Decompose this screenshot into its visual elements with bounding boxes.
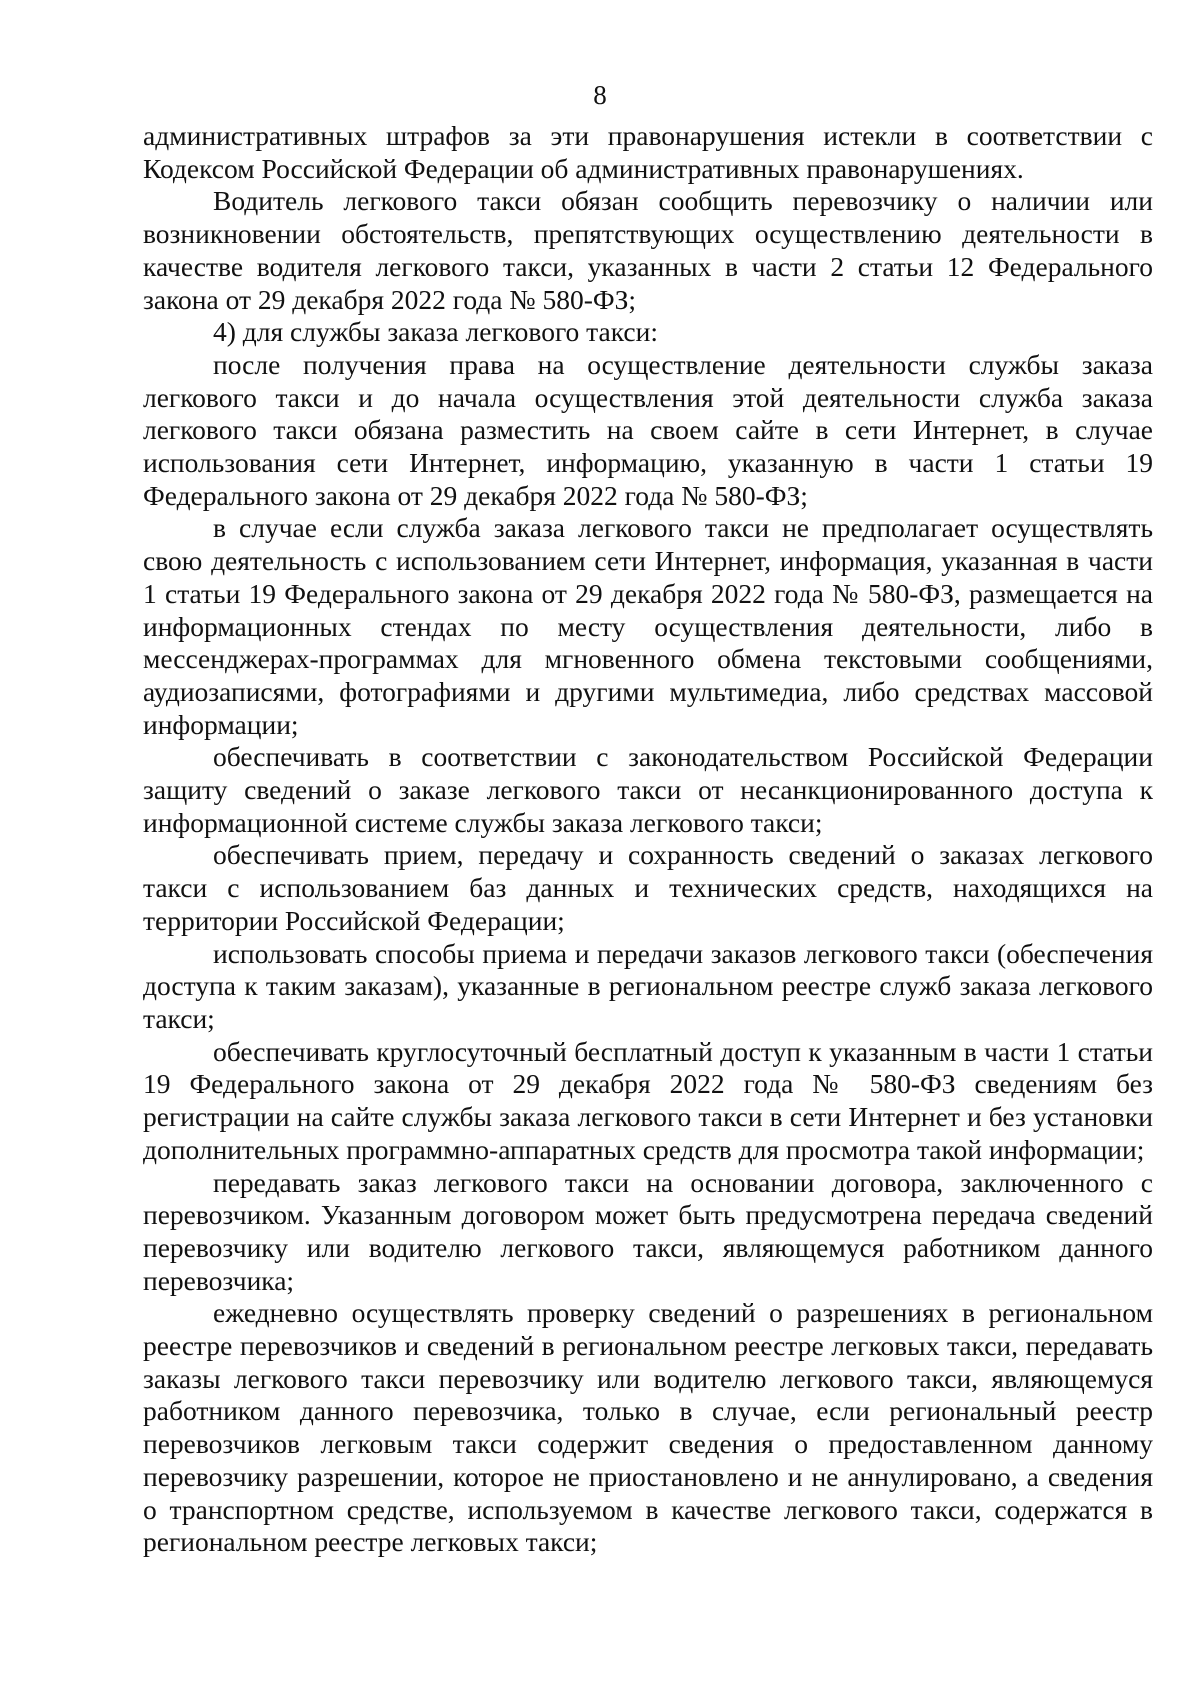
paragraph-no-internet: в случае если служба заказа легкового такси не предполагает осуществлять свою деятельность с использованием сети Интернет, информация, указанная в части 1 статьи 19 Федерального закона от 29 декабря 2022 года № 580-ФЗ, размещается на информационных стендах по месту осуществления деятельности, либо в мессенджерах-программах для мгновенного обмена текстовыми сообщениями, аудиозаписями, фотографиями и другими мультимедиа, либо средствах массовой информации; bbox=[143, 512, 1153, 740]
page-number: 8 bbox=[593, 80, 607, 110]
document-body bbox=[143, 120, 1153, 1559]
paragraph-continuation: административных штрафов за эти правонарушения истекли в соответствии с Кодексом Российской Федерации об административных правонарушениях. bbox=[143, 120, 1153, 184]
paragraph-data-storage: обеспечивать прием, передачу и сохранность сведений о заказах легкового такси с использованием баз данных и технических средств, находящихся на территории Российской Федерации; bbox=[143, 839, 1153, 936]
paragraph-publish-info: после получения права на осуществление деятельности службы заказа легкового такси и до начала осуществления этой деятельности служба заказа легкового такси обязана разместить на своем сайте в сети Интернет, в случае использования сети Интернет, информацию, указанную в части 1 статьи 19 Федерального закона от 29 декабря 2022 года № 580-ФЗ; bbox=[143, 348, 1153, 511]
paragraph-item-4-heading: 4) для службы заказа легкового такси: bbox=[213, 316, 658, 348]
paragraph-data-protection: обеспечивать в соответствии с законодательством Российской Федерации защиту сведений о заказе легкового такси от несанкционированного доступа к информационной системе службы заказа легкового такси; bbox=[143, 741, 1153, 838]
paragraph-free-access: обеспечивать круглосуточный бесплатный доступ к указанным в части 1 статьи 19 Федерального закона от 29 декабря 2022 года № 580-ФЗ сведениям без регистрации на сайте службы заказа легкового такси в сети Интернет и без установки дополнительных программно-аппаратных средств для просмотра такой информации; bbox=[143, 1035, 1153, 1165]
paragraph-order-transfer: передавать заказ легкового такси на основании договора, заключенного с перевозчиком. Указанным договором может быть предусмотрена передача сведений перевозчику или водителю легкового такси, являющемуся работником данного перевозчика; bbox=[143, 1166, 1153, 1296]
paragraph-order-methods: использовать способы приема и передачи заказов легкового такси (обеспечения доступа к таким заказам), указанные в региональном реестре служб заказа легкового такси; bbox=[143, 937, 1153, 1034]
paragraph-driver-obligation: Водитель легкового такси обязан сообщить перевозчику о наличии или возникновении обстоятельств, препятствующих осуществлению деятельности в качестве водителя легкового такси, указанных в части 2 статьи 12 Федерального закона от 29 декабря 2022 года № 580-ФЗ; bbox=[143, 185, 1153, 315]
paragraph-daily-check: ежедневно осуществлять проверку сведений о разрешениях в региональном реестре перевозчиков и сведений в региональном реестре легковых такси, передавать заказы легкового такси перевозчику или водителю легкового такси, являющемуся работником данного перевозчика, только в случае, если региональный реестр перевозчиков легковым такси содержит сведения о предоставленном данному перевозчику разрешении, которое не приостановлено и не аннулировано, а сведения о транспортном средстве, используемом в качестве легкового такси, содержатся в региональном реестре легковых такси; bbox=[143, 1297, 1153, 1558]
